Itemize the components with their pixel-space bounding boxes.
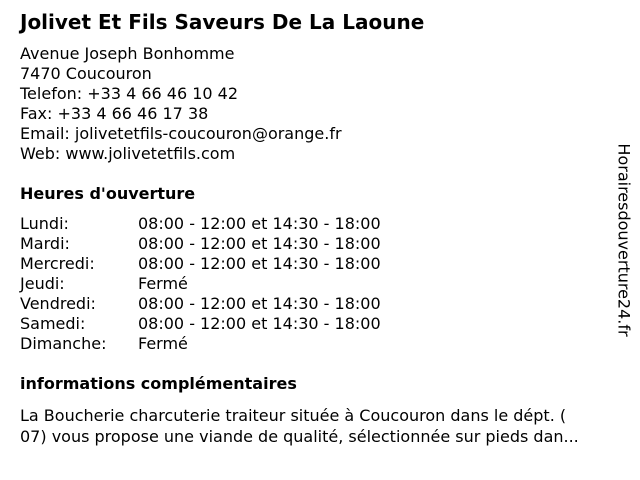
hours-row xyxy=(20,314,381,334)
hours-row xyxy=(20,294,381,314)
hours-row xyxy=(20,274,381,294)
contact-block xyxy=(20,44,342,164)
hours-day: Jeudi: xyxy=(20,274,65,293)
hours-time: 08:00 - 12:00 et 14:30 - 18:00 xyxy=(138,254,381,273)
info-line: La Boucherie charcuterie traiteur située à Coucouron dans le dépt. ( xyxy=(20,406,567,425)
hours-time: Fermé xyxy=(138,274,188,293)
hours-table xyxy=(20,214,381,354)
info-description xyxy=(20,405,630,447)
fax-number: Fax: +33 4 66 46 17 38 xyxy=(20,104,209,123)
hours-time: 08:00 - 12:00 et 14:30 - 18:00 xyxy=(138,234,381,253)
site-watermark: Horairesdouverture24.fr xyxy=(614,143,634,337)
hours-day: Lundi: xyxy=(20,214,69,233)
hours-day: Mercredi: xyxy=(20,254,95,273)
hours-day: Samedi: xyxy=(20,314,86,333)
info-title: informations complémentaires xyxy=(20,374,297,393)
info-line: 07) vous propose une viande de qualité, sélectionnée sur pieds dan... xyxy=(20,427,579,446)
email-address: Email: jolivetetfils-coucouron@orange.fr xyxy=(20,124,342,143)
address-city: 7470 Coucouron xyxy=(20,64,152,83)
website-address: Web: www.jolivetetfils.com xyxy=(20,144,236,163)
hours-day: Dimanche: xyxy=(20,334,107,353)
hours-row xyxy=(20,254,381,274)
hours-row xyxy=(20,334,381,354)
hours-day: Mardi: xyxy=(20,234,70,253)
address-street: Avenue Joseph Bonhomme xyxy=(20,44,235,63)
hours-row xyxy=(20,214,381,234)
business-name: Jolivet Et Fils Saveurs De La Laoune xyxy=(20,10,425,34)
hours-time: 08:00 - 12:00 et 14:30 - 18:00 xyxy=(138,314,381,333)
hours-time: 08:00 - 12:00 et 14:30 - 18:00 xyxy=(138,294,381,313)
hours-title: Heures d'ouverture xyxy=(20,184,196,203)
hours-time: Fermé xyxy=(138,334,188,353)
hours-day: Vendredi: xyxy=(20,294,96,313)
hours-time: 08:00 - 12:00 et 14:30 - 18:00 xyxy=(138,214,381,233)
hours-row xyxy=(20,234,381,254)
phone-number: Telefon: +33 4 66 46 10 42 xyxy=(20,84,239,103)
